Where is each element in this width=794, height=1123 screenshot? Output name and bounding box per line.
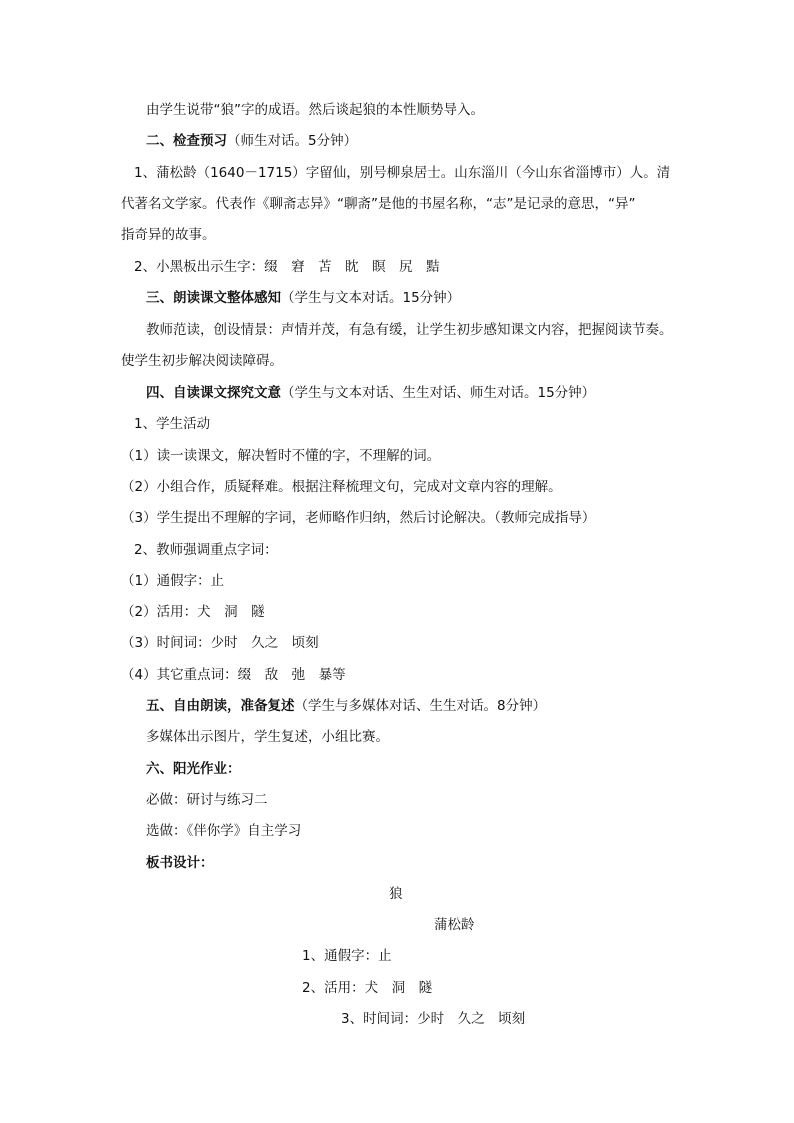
section-4-sub-3: （3）学生提出不理解的字词，老师略作归纳，然后讨论解决。（教师完成指导）: [121, 510, 596, 526]
section-6-heading: 六、阳光作业：: [146, 761, 241, 777]
section-3-note: （学生与文本对话。15分钟）: [281, 290, 461, 306]
board-item-3: 3、时间词：少时 久之 顷刻: [341, 1011, 526, 1027]
key-word-4: （4）其它重点词：缀 敌 弛 暴等: [121, 667, 346, 683]
section-3-heading-row: [146, 289, 460, 307]
board-author: 蒲松龄: [434, 917, 475, 933]
board-item-1: 1、通假字：止: [302, 948, 392, 964]
section-4-note: （学生与文本对话、生生对话、师生对话。15分钟）: [281, 385, 596, 401]
key-word-3: （3）时间词：少时 久之 顷刻: [121, 635, 319, 651]
section-4-sub-1: （1）读一读课文，解决暂时不懂的字，不理解的词。: [121, 448, 441, 464]
section-3-paragraph-line-1: 教师范读，创设情景：声情并茂，有急有缓，让学生初步感知课文内容，把握阅读节奏。: [146, 322, 673, 338]
section-4-heading-row: [146, 384, 595, 402]
section-2-item-1-line-1: 1、蒲松龄（1640－1715）字留仙，别号柳泉居士。山东淄川（今山东省淄博市）人。清: [134, 165, 671, 181]
section-3-paragraph-line-2: 使学生初步解决阅读障碍。: [121, 353, 283, 369]
section-2-heading-row: [146, 132, 357, 150]
homework-optional: 选做：《伴你学》自主学习: [146, 823, 302, 839]
intro-paragraph: 由学生说带“狼”字的成语。然后谈起狼的本性顺势导入。: [146, 102, 484, 118]
section-4-heading: 四、自读课文探究文意: [146, 385, 281, 401]
board-item-2: 2、活用：犬 洞 隧: [302, 980, 433, 996]
board-title: 狼: [389, 886, 403, 902]
section-5-heading-row: [146, 697, 546, 715]
section-3-heading: 三、朗读课文整体感知: [146, 290, 281, 306]
section-4-item-1: 1、学生活动: [134, 416, 211, 432]
section-2-item-2: 2、小黑板出示生字：缀 窘 苫 眈 瞑 尻 黠: [134, 259, 440, 275]
section-2-item-1-line-2: 代著名文学家。代表作《聊斋志异》“聊斋”是他的书屋名称，“志”是记录的意思，“异”: [121, 196, 636, 212]
section-2-item-1-line-3: 指奇异的故事。: [121, 227, 216, 243]
section-4-sub-2: （2）小组合作，质疑释难。根据注释梳理文句，完成对文章内容的理解。: [121, 479, 562, 495]
section-2-heading: 二、检查预习: [146, 133, 227, 149]
key-word-2: （2）活用：犬 洞 隧: [121, 604, 265, 620]
section-4-item-2: 2、教师强调重点字词：: [134, 542, 278, 558]
section-5-note: （学生与多媒体对话、生生对话。8分钟）: [294, 698, 547, 714]
key-word-1: （1）通假字：止: [121, 573, 225, 589]
section-2-note: （师生对话。5分钟）: [227, 133, 358, 149]
section-5-paragraph: 多媒体出示图片，学生复述，小组比赛。: [146, 729, 389, 745]
homework-required: 必做：研讨与练习二: [146, 792, 268, 808]
board-design-heading: 板书设计：: [146, 855, 214, 871]
section-5-heading: 五、自由朗读，准备复述: [146, 698, 295, 714]
